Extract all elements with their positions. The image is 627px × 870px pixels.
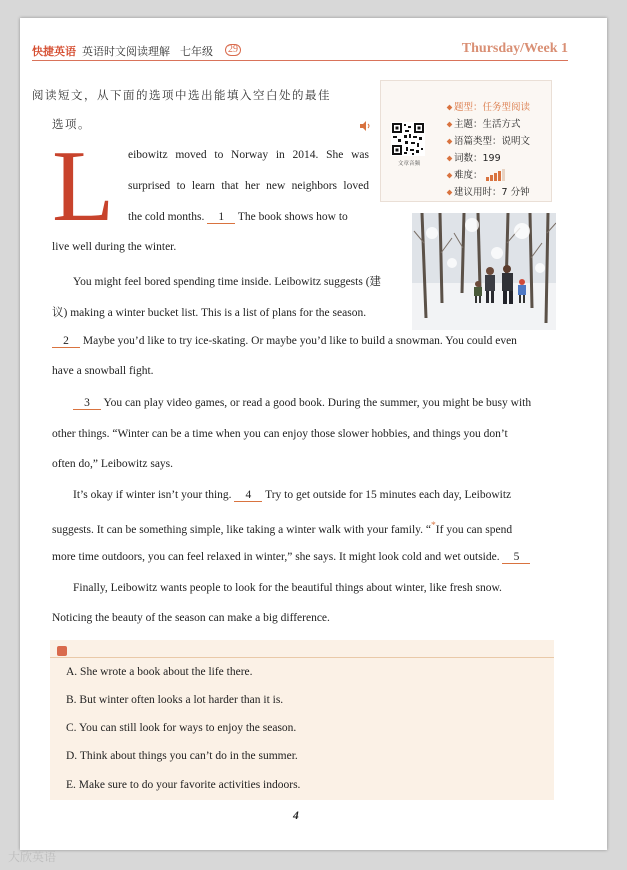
- option-e[interactable]: E. Make sure to do your favorite activities indoors.: [66, 779, 301, 791]
- bullet-icon: [447, 105, 453, 111]
- watermark: 大欣英语: [8, 850, 57, 864]
- qr-code-icon[interactable]: [391, 122, 425, 156]
- difficulty-bar: [498, 171, 501, 181]
- blank-3[interactable]: 3: [73, 397, 101, 410]
- option-a[interactable]: A. She wrote a book about the life there.: [66, 666, 253, 678]
- blank-5[interactable]: 5: [502, 551, 530, 564]
- difficulty-bar: [502, 169, 505, 181]
- info-theme: 主题：生活方式: [447, 116, 521, 130]
- p3-line-2: other things. “Winter can be a time when you can enjoy those slower hobbies, and things you don’t: [52, 428, 508, 440]
- p4-line-1: It’s okay if winter isn’t your thing. 4 Try to get outside for 15 minutes each day, Leibowitz: [73, 489, 512, 501]
- qr-caption: 文章音频: [397, 161, 420, 167]
- difficulty-bar: [490, 175, 493, 181]
- bullet-icon: [447, 190, 453, 196]
- p3-line-3: often do,” Leibowitz says.: [52, 458, 174, 470]
- difficulty-bars: [486, 169, 506, 181]
- info-difficulty: 难度：: [447, 167, 506, 181]
- options-divider: [50, 657, 554, 658]
- p2-line-1: You might feel bored spending time inside. Leibowitz suggests (建: [73, 276, 382, 288]
- info-word-count: 词数：199: [447, 150, 501, 164]
- page-header: [32, 42, 568, 61]
- page-number: 4: [293, 810, 299, 822]
- speaker-icon[interactable]: [360, 121, 372, 131]
- bullet-icon: [447, 139, 453, 145]
- dropcap-letter: L: [52, 130, 115, 243]
- day-week-label: Thursday/Week 1: [461, 41, 568, 56]
- p1-line-1: eibowitz moved to Norway in 2014. She was: [128, 149, 369, 161]
- p4-line-2: suggests. It can be something simple, like taking a winter walk with your family. “*If you can spend: [52, 520, 513, 536]
- info-genre: 语篇类型：说明文: [447, 133, 530, 147]
- blank-4[interactable]: 4: [234, 489, 262, 502]
- grade-number-badge: 29: [225, 44, 241, 56]
- bullet-icon: [447, 122, 453, 128]
- star-marker: *: [431, 520, 436, 531]
- info-question-type: 题型：任务型阅读: [447, 99, 530, 113]
- p2-line-3: 2 Maybe you’d like to try ice-skating. Or maybe you’d like to build a snowman. You could even: [52, 335, 517, 348]
- options-panel: [50, 640, 554, 800]
- p5-line-2: Noticing the beauty of the season can make a big difference.: [52, 612, 330, 624]
- bullet-icon: [447, 156, 453, 162]
- series-title: 英语时文阅读理解: [82, 45, 170, 58]
- difficulty-bar: [494, 173, 497, 181]
- p4-line-3: more time outdoors, you can feel relaxed in winter,” she says. It might look cold and wet outside. 5: [52, 551, 530, 564]
- instruction-line-1: 阅读短文，从下面的选项中选出能填入空白处的最佳: [32, 88, 331, 102]
- winter-family-photo: [412, 213, 556, 330]
- options-label-icon: [57, 646, 67, 656]
- p2-line-4: have a snowball fight.: [52, 365, 154, 377]
- p1-line-2: surprised to learn that her new neighbors loved: [128, 180, 369, 192]
- blank-2[interactable]: 2: [52, 335, 80, 348]
- brand-label: 快捷英语: [32, 45, 76, 58]
- option-b[interactable]: B. But winter often looks a lot harder than it is.: [66, 694, 284, 706]
- bullet-icon: [447, 173, 453, 179]
- grade-label: 七年级: [180, 45, 213, 58]
- blank-1[interactable]: 1: [207, 211, 235, 224]
- p3-line-1: 3 You can play video games, or read a good book. During the summer, you might be busy with: [73, 397, 531, 410]
- p1-line-4: live well during the winter.: [52, 241, 177, 253]
- p5-line-1: Finally, Leibowitz wants people to look for the beautiful things about winter, like fresh snow.: [73, 582, 502, 594]
- info-time: 建议用时：7 分钟: [447, 184, 530, 198]
- p1-line-3: the cold months. 1 The book shows how to: [128, 211, 348, 223]
- instruction-line-2: 选项。: [52, 117, 91, 131]
- option-c[interactable]: C. You can still look for ways to enjoy the season.: [66, 722, 297, 734]
- p2-line-2: 议) making a winter bucket list. This is a list of plans for the season.: [52, 307, 367, 319]
- difficulty-bar: [486, 177, 489, 181]
- option-d[interactable]: D. Think about things you can’t do in the summer.: [66, 750, 298, 762]
